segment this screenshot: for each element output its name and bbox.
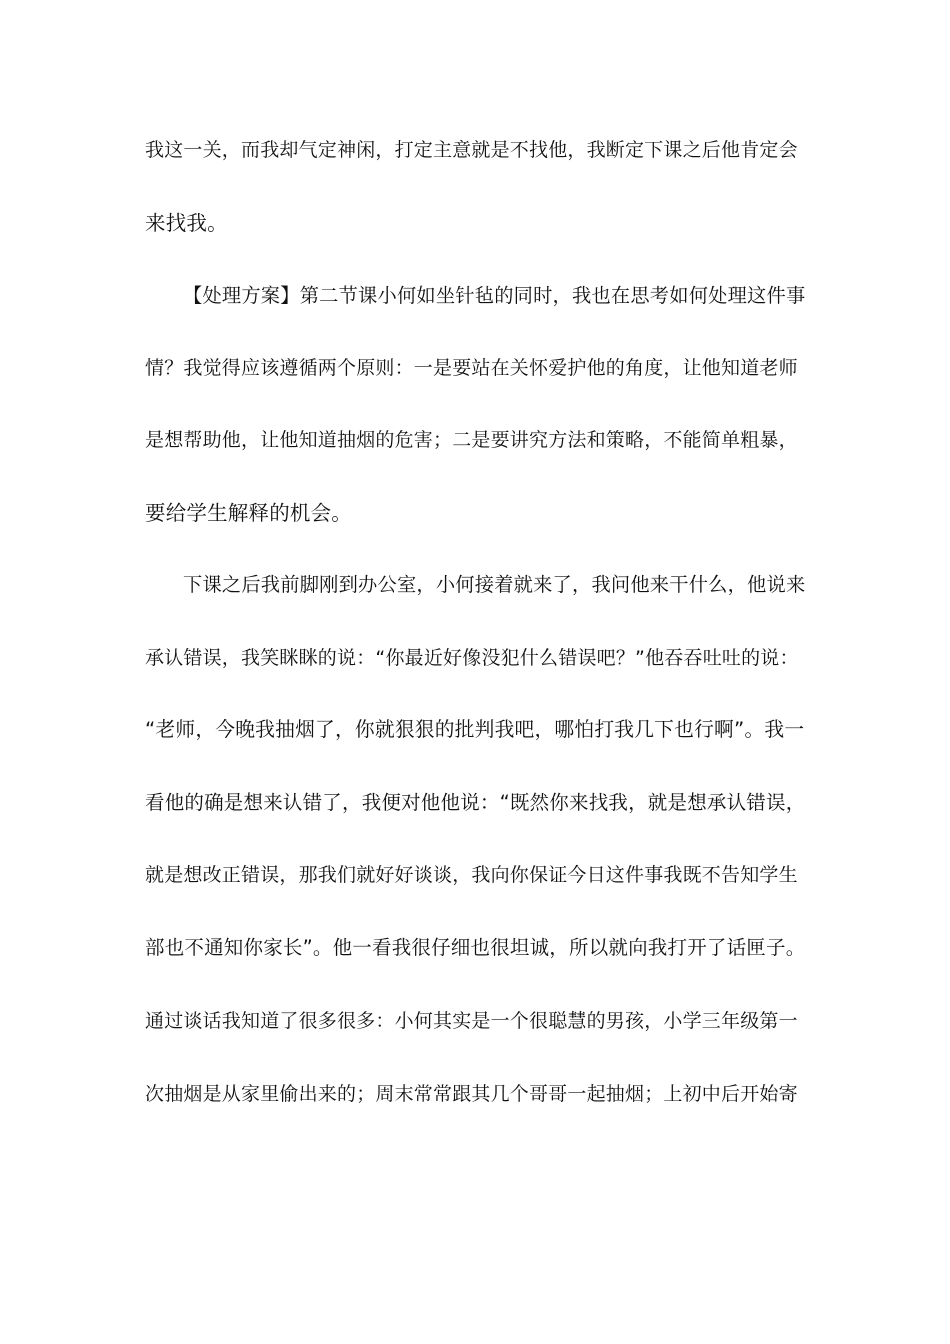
- paragraph-line: 我这一关，而我却气定神闲，打定主意就是不找他，我断定下课之后他肯定会: [145, 139, 798, 161]
- paragraph-line: 次抽烟是从家里偷出来的；周末常常跟其几个哥哥一起抽烟；上初中后开始寄: [145, 1083, 798, 1105]
- paragraph-line: 情？我觉得应该遵循两个原则：一是要站在关怀爱护他的角度，让他知道老师: [145, 357, 798, 379]
- paragraph-line: 是想帮助他，让他知道抽烟的危害；二是要讲究方法和策略，不能简单粗暴，: [145, 429, 798, 451]
- paragraph-line: 下课之后我前脚刚到办公室，小何接着就来了，我问他来干什么，他说来: [183, 573, 806, 596]
- paragraph-line: 看他的确是想来认错了，我便对他他说：“既然你来找我，就是想承认错误，: [145, 791, 806, 814]
- paragraph-line: 通过谈话我知道了很多很多：小何其实是一个很聪慧的男孩，小学三年级第一: [145, 1010, 798, 1032]
- paragraph-line: 部也不通知你家长”。他一看我很仔细也很坦诚，所以就向我打开了话匣子。: [145, 936, 806, 959]
- paragraph-line: 就是想改正错误，那我们就好好谈谈，我向你保证今日这件事我既不告知学生: [145, 864, 798, 886]
- paragraph-line: 【处理方案】第二节课小何如坐针毡的同时，我也在思考如何处理这件事: [183, 284, 806, 307]
- paragraph-line: 承认错误，我笑眯眯的说：“你最近好像没犯什么错误吧？”他吞吞吐吐的说：: [145, 647, 799, 669]
- paragraph-line: 要给学生解释的机会。: [145, 501, 352, 525]
- paragraph-line: 来找我。: [145, 211, 228, 235]
- paragraph-line: “老师，今晚我抽烟了，你就狠狠的批判我吧，哪怕打我几下也行啊”。我一: [145, 718, 805, 741]
